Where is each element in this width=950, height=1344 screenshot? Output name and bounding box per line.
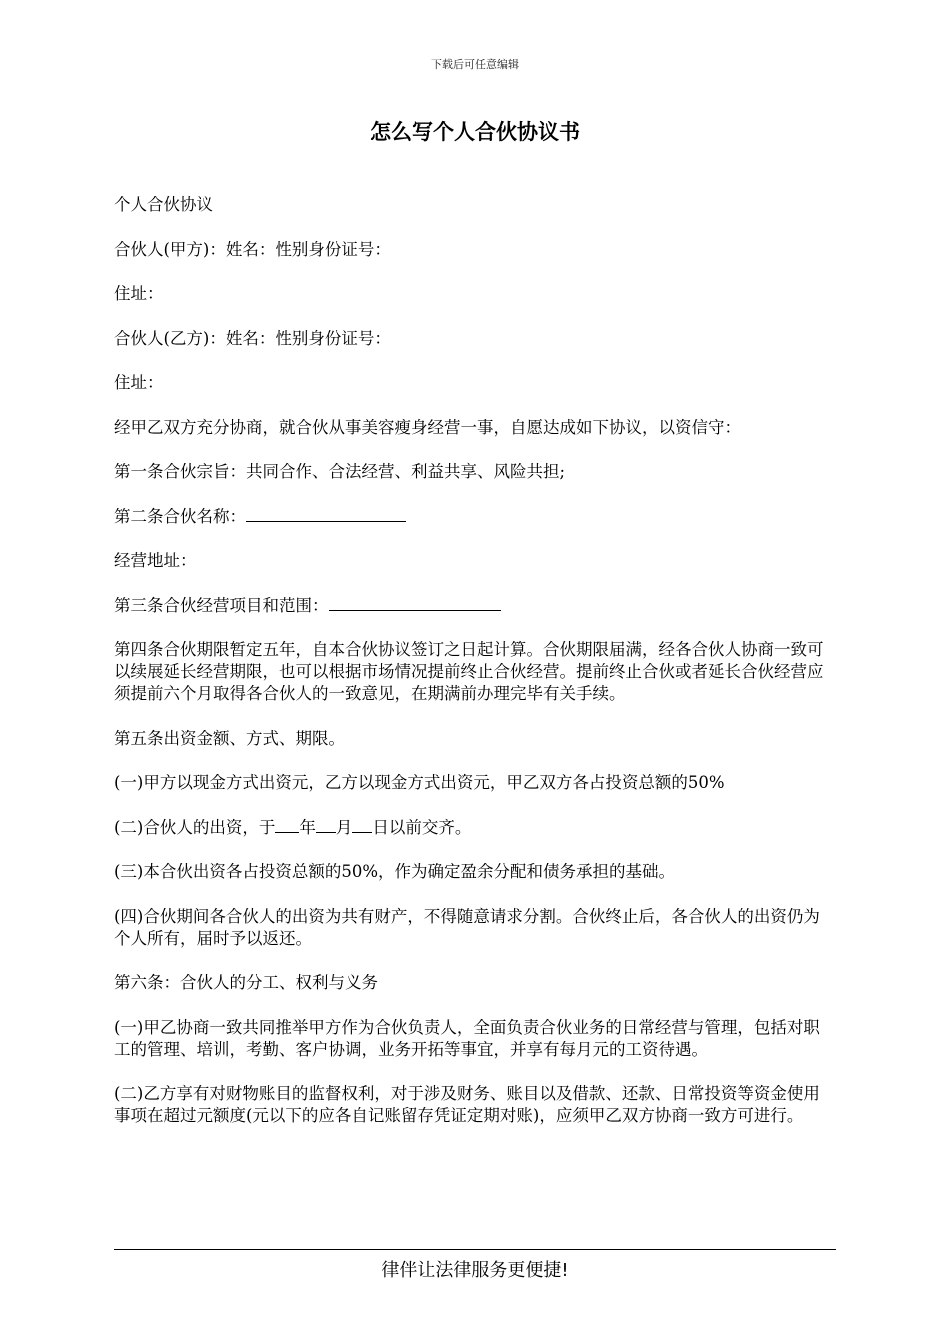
- month-blank: [316, 817, 336, 833]
- paragraph: 第四条合伙期限暂定五年，自本合伙协议签订之日起计算。合伙期限届满，经各合伙人协商一致可以续展延长经营期限，也可以根据市场情况提前终止合伙经营。提前终止合伙或者延长合伙经营应须提前六个月取得各合伙人的一致意见，在期满前办理完毕有关手续。: [114, 640, 824, 703]
- paragraph: (四)合伙期间各合伙人的出资为共有财产，不得随意请求分割。合伙终止后，各合伙人的出资仍为个人所有，届时予以返还。: [114, 906, 820, 948]
- paragraph-text: 第二条合伙名称：: [114, 506, 246, 526]
- month-label: 月: [335, 817, 353, 837]
- paragraph-text: (二)合伙人的出资，于: [114, 817, 276, 837]
- year-blank: [275, 817, 299, 833]
- paragraph: 合伙人(甲方)：姓名：性别身份证号：: [114, 239, 391, 259]
- fill-in-blank: [246, 506, 406, 522]
- paragraph: 经甲乙双方充分协商，就合伙从事美容瘦身经营一事，自愿达成如下协议，以资信守：: [114, 417, 741, 437]
- paragraph: (三)本合伙出资各占投资总额的50%，作为确定盈余分配和债务承担的基础。: [114, 862, 676, 881]
- paragraph: 经营地址：: [114, 551, 197, 570]
- paragraph: 合伙人(乙方)：姓名：性别身份证号：: [114, 328, 391, 348]
- paragraph-with-blank: [114, 506, 836, 528]
- paragraph: (二)乙方享有对财物账目的监督权利，对于涉及财务、账目以及借款、还款、日常投资等资金使用事项在超过元额度(元以下的应各自记账留存凭证定期对账)，应须甲乙双方协商一致方可进行。: [114, 1084, 820, 1125]
- paragraph: (一)甲乙协商一致共同推举甲方作为合伙负责人，全面负责合伙业务的日常经营与管理，包括对职工的管理、培训，考勤、客户协调，业务开拓等事宜，并享有每月元的工资待遇。: [114, 1017, 820, 1059]
- day-blank: [352, 817, 372, 833]
- paragraph-with-blank: [114, 595, 836, 617]
- paragraph: 住址：: [114, 373, 164, 392]
- header-note: 下载后可任意编辑: [431, 58, 519, 71]
- footer-slogan: 律伴让法律服务更便捷!: [381, 1260, 569, 1281]
- year-label: 年: [299, 817, 316, 837]
- paragraph-text: 第三条合伙经营项目和范围：: [114, 595, 329, 615]
- paragraph-with-date-blanks: [114, 817, 836, 839]
- paragraph: (一)甲方以现金方式出资元，乙方以现金方式出资元，甲乙双方各占投资总额的50%: [114, 773, 725, 792]
- paragraph: 第五条出资金额、方式、期限。: [114, 728, 345, 748]
- day-label: 日以前交齐。: [372, 817, 472, 837]
- document-body: [114, 194, 836, 1150]
- paragraph: 个人合伙协议: [114, 195, 213, 214]
- fill-in-blank: [329, 595, 501, 611]
- paragraph: 住址：: [114, 284, 164, 303]
- paragraph: 第一条合伙宗旨：共同合作、合法经营、利益共享、风险共担;: [114, 462, 566, 481]
- paragraph: 第六条：合伙人的分工、权利与义务: [114, 973, 378, 992]
- document-title: 怎么写个人合伙协议书: [370, 120, 580, 144]
- footer-divider: [114, 1249, 836, 1250]
